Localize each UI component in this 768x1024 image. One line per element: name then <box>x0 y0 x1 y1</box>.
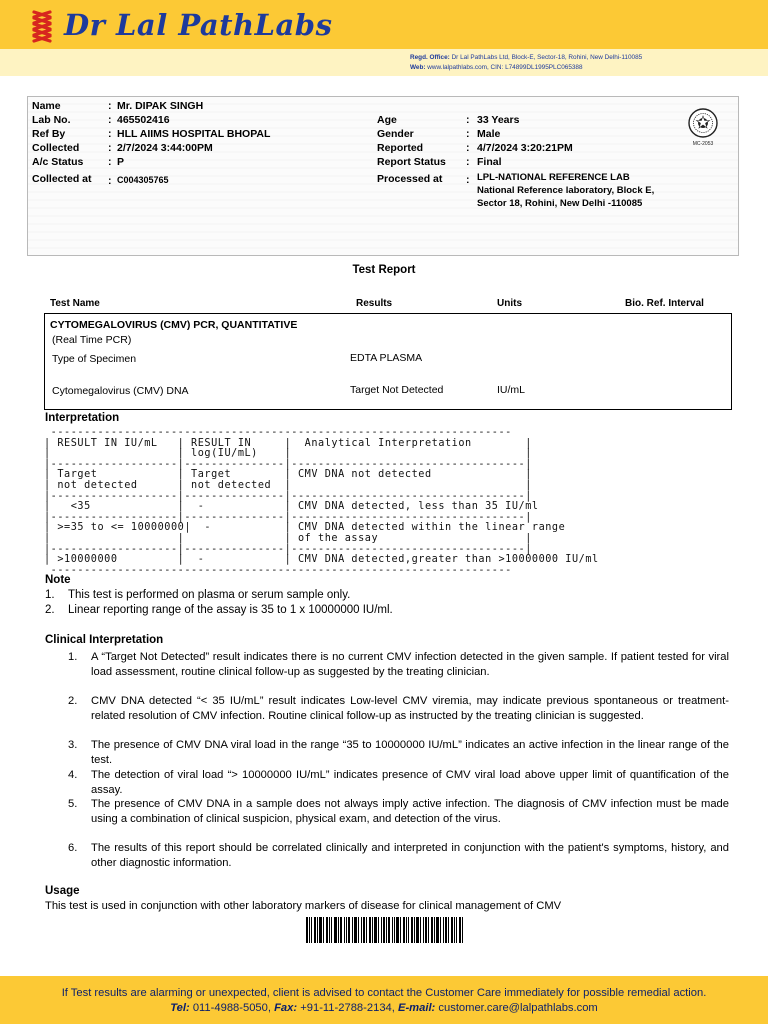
colon: : <box>108 142 112 154</box>
clinical-text: A “Target Not Detected” result indicates there is no current CMV infection detected in the given sample. If patient tested for viral load assessment, routine clinical follow-up as suggested by the treating clinician. <box>91 651 729 678</box>
col-results: Results <box>356 298 393 309</box>
clinical-item <box>68 650 729 680</box>
collected-at-value: C004305765 <box>117 175 169 185</box>
brand-logo-text: Dr Lal PathLabs <box>64 8 333 42</box>
footer-banner <box>0 976 768 1024</box>
report-status-value: Final <box>477 156 502 168</box>
cmv-dna-unit: IU/mL <box>497 384 526 396</box>
colon: : <box>108 175 112 187</box>
name-label: Name <box>32 100 61 112</box>
test-title: CYTOMEGALOVIRUS (CMV) PCR, QUANTITATIVE <box>50 319 298 331</box>
note-item <box>45 604 393 616</box>
usage-heading: Usage <box>45 885 80 897</box>
email-label: E-mail: <box>397 1002 436 1014</box>
dna-logo-icon <box>30 9 54 43</box>
colon: : <box>466 156 470 168</box>
note-text: Linear reporting range of the assay is 35 to 1 x 10000000 IU/ml. <box>68 604 393 616</box>
clinical-num: 2. <box>68 695 78 707</box>
header-info-strip <box>0 49 768 76</box>
col-bio-ref-interval: Bio. Ref. Interval <box>625 298 704 309</box>
colon: : <box>466 142 470 154</box>
colon: : <box>466 114 470 126</box>
interpretation-heading: Interpretation <box>45 412 120 424</box>
test-report-title: Test Report <box>352 264 416 276</box>
colon: : <box>466 128 470 140</box>
web-text: www.lalpathlabs.com, CIN: L74899DL1995PLC065388 <box>427 64 583 71</box>
reported-label: Reported <box>377 142 424 154</box>
clinical-item <box>68 768 729 798</box>
clinical-text: The results of this report should be correlated clinically and interpreted in conjunction with the patient's symptoms, history, and other diagnostic information. <box>91 842 729 869</box>
seal-text: MC-2053 <box>692 141 714 147</box>
processed-line-3: Sector 18, Rohini, New Delhi -110085 <box>477 198 643 209</box>
age-label: Age <box>377 114 397 126</box>
specimen-type-value: EDTA PLASMA <box>350 352 423 364</box>
cmv-dna-label: Cytomegalovirus (CMV) DNA <box>52 385 189 397</box>
clinical-text: CMV DNA detected “< 35 IU/mL” result indicates Low-level CMV viremia, may indicate previous spontaneous or treatment-related resolution of CMV infection. Routine clinical follow-up as instructed by the treating clinician is suggested. <box>91 695 729 722</box>
clinical-item <box>68 841 729 871</box>
clinical-num: 6. <box>68 842 78 854</box>
footer-contact <box>0 1002 768 1014</box>
colon: : <box>466 174 470 186</box>
test-method: (Real Time PCR) <box>52 334 132 346</box>
gender-value: Male <box>477 128 501 140</box>
clinical-interpretation-heading: Clinical Interpretation <box>45 634 164 646</box>
report-status-label: Report Status <box>377 156 446 168</box>
collected-at-label: Collected at <box>32 173 92 185</box>
clinical-num: 4. <box>68 769 78 781</box>
ac-status-value: P <box>117 156 125 168</box>
note-heading: Note <box>45 574 71 586</box>
col-test-name: Test Name <box>50 298 100 309</box>
fax-label: Fax: <box>274 1002 298 1014</box>
ref-by-label: Ref By <box>32 128 66 140</box>
clinical-text: The presence of CMV DNA viral load in the range “35 to 10000000 IU/mL” indicates an active infection in the linear range of the test. <box>91 739 729 766</box>
interpretation-table: --------------------------------------------------------------------- | RESULT IN IU/mL | RESULT IN | Analytical Interpretation | | | log(IU/mL) | | |-------------------|---------------|-----------------------------------| | Target | Target | CMV DNA not detected | | not detected | not detected | | |-------------------|---------------|-----------------------------------| | <35 | - | CMV DNA detected, less than 35 IU/ml |-------------------|---------------|-----------------------------------| | >=35 to <= 10000000| - | CMV DNA detected within the linear range | | | of the assay | |-------------------|---------------|-----------------------------------| | >10000000 | - | CMV DNA detected,greater than >10000000 IU/ml --------------------------------------------------------------------- <box>44 427 599 576</box>
web-label: Web: <box>410 64 426 71</box>
clinical-item <box>68 694 729 724</box>
tel-label: Tel: <box>170 1002 190 1014</box>
registered-office-info <box>410 53 642 73</box>
clinical-num: 3. <box>68 739 78 751</box>
note-num: 1. <box>45 589 55 601</box>
note-text: This test is performed on plasma or serum sample only. <box>68 589 351 601</box>
processed-line-2: National Reference laboratory, Block E, <box>477 185 655 196</box>
colon: : <box>108 114 112 126</box>
cmv-dna-result: Target Not Detected <box>350 384 444 396</box>
colon: : <box>108 100 112 112</box>
lab-no-label: Lab No. <box>32 114 71 126</box>
gender-label: Gender <box>377 128 414 140</box>
patient-name: Mr. DIPAK SINGH <box>117 100 204 112</box>
regd-text: Dr Lal PathLabs Ltd, Block-E, Sector-18, Rohini, New Delhi-110085 <box>451 54 643 61</box>
clinical-item <box>68 797 729 827</box>
colon: : <box>108 156 112 168</box>
note-num: 2. <box>45 604 55 616</box>
usage-text: This test is used in conjunction with other laboratory markers of disease for clinical management of CMV <box>45 900 562 912</box>
reported-value: 4/7/2024 3:20:21PM <box>477 142 573 154</box>
clinical-item <box>68 738 729 768</box>
lab-no-value: 465502416 <box>117 114 170 126</box>
accreditation-seal-icon <box>686 107 720 147</box>
barcode-icon <box>306 917 463 943</box>
specimen-type-label: Type of Specimen <box>52 353 137 365</box>
collected-value: 2/7/2024 3:44:00PM <box>117 142 213 154</box>
clinical-text: The detection of viral load “> 10000000 IU/mL” indicates presence of CMV viral load above upper limit of quantification of the assay. <box>91 769 729 796</box>
fax-value: +91-11-2788-2134, <box>300 1002 395 1014</box>
note-item <box>45 589 350 601</box>
email-link[interactable]: customer.care@lalpathlabs.com <box>438 1002 598 1014</box>
ac-status-label: A/c Status <box>32 156 84 168</box>
col-units: Units <box>497 298 522 309</box>
tel-value[interactable]: 011-4988-5050, <box>192 1002 271 1014</box>
ref-by-value: HLL AIIMS HOSPITAL BHOPAL <box>117 128 271 140</box>
regd-label: Regd. Office: <box>410 54 450 61</box>
processed-at-label: Processed at <box>377 173 443 185</box>
processed-line-1: LPL-NATIONAL REFERENCE LAB <box>477 172 630 183</box>
collected-label: Collected <box>32 142 80 154</box>
clinical-text: The presence of CMV DNA in a sample does not always imply active infection. The diagnosis of CMV infection must be made using a combination of clinical suspicion, physical exam, and detection of the virus. <box>91 798 729 825</box>
clinical-num: 5. <box>68 798 78 810</box>
age-value: 33 Years <box>477 114 520 126</box>
clinical-num: 1. <box>68 651 78 663</box>
footer-advisory: If Test results are alarming or unexpected, client is advised to contact the Customer Care immediately for possible remedial action. <box>61 987 707 999</box>
colon: : <box>108 128 112 140</box>
